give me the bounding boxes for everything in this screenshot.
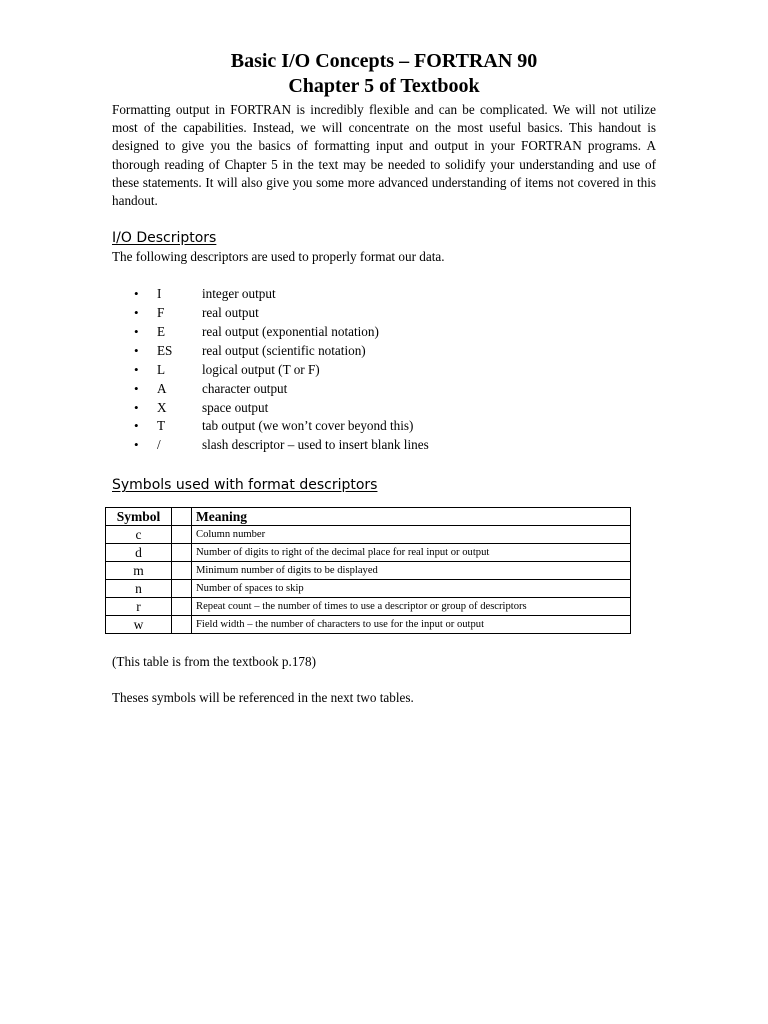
symbol-cell: r [106, 598, 172, 616]
io-descriptors-lead: The following descriptors are used to properly format our data. [112, 249, 445, 265]
table-reference-note: Theses symbols will be referenced in the next two tables. [112, 690, 414, 706]
meaning-cell: Field width – the number of characters to use for the input or output [192, 616, 631, 634]
symbol-cell: c [106, 526, 172, 544]
bullet-icon: • [134, 418, 139, 434]
descriptor-meaning: slash descriptor – used to insert blank lines [202, 437, 429, 453]
descriptor-meaning: character output [202, 380, 288, 396]
symbols-table [105, 507, 631, 634]
spacer-cell [172, 616, 192, 634]
symbol-cell: n [106, 580, 172, 598]
descriptor-meaning: real output [202, 305, 259, 321]
bullet-icon: • [134, 342, 139, 358]
list-item [112, 323, 656, 342]
bullet-icon: • [134, 437, 139, 453]
spacer-cell [172, 598, 192, 616]
document-subtitle: Chapter 5 of Textbook [288, 75, 480, 97]
symbol-cell: w [106, 616, 172, 634]
bullet-icon: • [134, 324, 139, 339]
bullet-icon: • [134, 380, 139, 396]
descriptor-list [112, 285, 656, 455]
io-descriptors-heading: I/O Descriptors [112, 230, 217, 247]
table-row [106, 526, 631, 544]
descriptor-meaning: tab output (we won’t cover beyond this) [202, 418, 414, 434]
meaning-cell: Repeat count – the number of times to use a descriptor or group of descriptors [192, 598, 631, 616]
bullet-icon: • [134, 286, 139, 302]
descriptor-code: X [157, 399, 167, 415]
meaning-cell: Minimum number of digits to be displayed [192, 562, 631, 580]
descriptor-code: T [157, 418, 166, 434]
table-header-row [106, 508, 631, 526]
descriptor-code: L [157, 361, 166, 377]
table-source-note: (This table is from the textbook p.178) [112, 654, 317, 670]
table-row [106, 598, 631, 616]
intro-paragraph: Formatting output in FORTRAN is incredibly flexible and can be complicated. We will not utilize most of the capabilities. Instead, we will concentrate on the most useful basics. This handout is designed to give you the basics of formatting input and output in your FORTRAN programs. A thorough reading of Chapter 5 in the text may be needed to solidify your understanding and use of these statements. It will also give you some more advanced understanding of items not covered in this handout. [112, 102, 656, 209]
meaning-cell: Column number [192, 526, 631, 544]
spacer-cell [172, 580, 192, 598]
table-row [106, 580, 631, 598]
header-meaning: Meaning [192, 508, 631, 526]
list-item [112, 361, 656, 380]
spacer-cell [172, 544, 192, 562]
header-symbol: Symbol [106, 508, 172, 526]
symbol-cell: m [106, 562, 172, 580]
table-row [106, 562, 631, 580]
descriptor-code: A [157, 380, 167, 396]
meaning-cell: Number of digits to right of the decimal place for real input or output [192, 544, 631, 562]
bullet-icon: • [134, 399, 139, 415]
symbols-heading: Symbols used with format descriptors [112, 477, 378, 494]
descriptor-code: E [157, 324, 166, 339]
list-item [112, 304, 656, 323]
bullet-icon: • [134, 361, 139, 377]
list-item [112, 285, 656, 304]
descriptor-code: I [157, 286, 162, 302]
list-item [112, 342, 656, 361]
list-item [112, 417, 656, 436]
descriptor-code: F [157, 305, 165, 321]
descriptor-meaning: integer output [202, 286, 276, 302]
descriptor-meaning: logical output (T or F) [202, 361, 320, 377]
list-item [112, 399, 656, 418]
list-item [112, 380, 656, 399]
list-item [112, 436, 656, 455]
spacer-cell [172, 526, 192, 544]
header-spacer [172, 508, 192, 526]
document-title: Basic I/O Concepts – FORTRAN 90 [230, 50, 538, 72]
descriptor-code: ES [157, 342, 173, 358]
meaning-cell: Number of spaces to skip [192, 580, 631, 598]
descriptor-code: / [157, 437, 161, 453]
table-row [106, 544, 631, 562]
descriptor-meaning: real output (exponential notation) [202, 324, 379, 339]
descriptor-meaning: real output (scientific notation) [202, 342, 366, 358]
table-row [106, 616, 631, 634]
descriptor-meaning: space output [202, 399, 269, 415]
symbol-cell: d [106, 544, 172, 562]
spacer-cell [172, 562, 192, 580]
bullet-icon: • [134, 305, 139, 321]
